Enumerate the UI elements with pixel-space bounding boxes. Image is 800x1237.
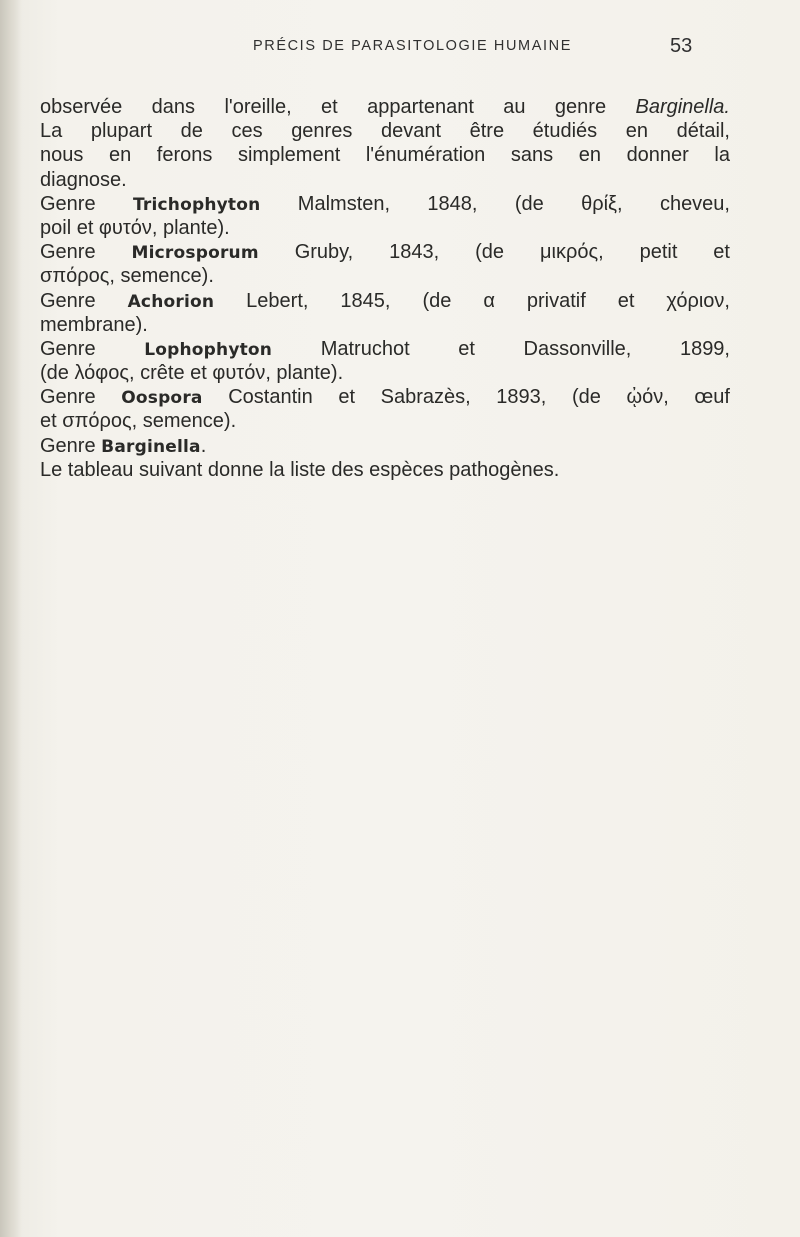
running-title: PRÉCIS DE PARASITOLOGIE HUMAINE: [253, 38, 572, 54]
genus-entry-lophophyton: Genre Lophophyton Matruchot et Dassonville, 1899,: [40, 337, 730, 360]
genus-name: Trichophyton: [132, 194, 261, 215]
genus-name: Microsporum: [131, 243, 259, 264]
genus-entry-microsporum: Genre Microsporum Gruby, 1843, (de μικρός, petit et: [40, 241, 730, 264]
paragraph-line: Le tableau suivant donne la liste des espèces pathogènes.: [40, 458, 560, 481]
genus-name: Achorion: [127, 291, 215, 312]
body-text: [40, 95, 730, 482]
paragraph-line: et σπόρος, semence).: [40, 410, 237, 433]
paragraph-line: diagnose.: [40, 168, 127, 191]
paragraph-line: poil et φυτόν, plante).: [40, 216, 230, 239]
running-head: [0, 35, 800, 68]
genus-entry-achorion: Genre Achorion Lebert, 1845, (de α privatif et χόριον,: [40, 289, 730, 312]
spine-shadow: [0, 0, 22, 1237]
paragraph-line: (de λόφος, crête et φυτόν, plante).: [40, 362, 344, 385]
genus-name: Oospora: [121, 388, 203, 409]
genus-italic: Barginella.: [635, 96, 730, 118]
paragraph-line: La plupart de ces genres devant être étudiés en détail,: [40, 120, 730, 143]
paragraph-line: membrane).: [40, 313, 148, 336]
genus-name: Barginella: [101, 436, 201, 457]
page-number: 53: [670, 35, 693, 57]
genus-name: Lophophyton: [144, 339, 273, 360]
genus-entry-oospora: Genre Oospora Costantin et Sabrazès, 1893, (de ᾠόν, œuf: [40, 386, 730, 409]
paragraph-line: σπόρος, semence).: [40, 265, 214, 288]
paragraph-line: observée dans l'oreille, et appartenant au genre Barginella.: [40, 96, 730, 118]
genus-entry-trichophyton: Genre Trichophyton Malmsten, 1848, (de θρίξ, cheveu,: [40, 192, 730, 215]
paragraph-line: nous en ferons simplement l'énumération sans en donner la: [40, 144, 730, 167]
genus-entry-barginella: Genre Barginella.: [40, 434, 207, 457]
